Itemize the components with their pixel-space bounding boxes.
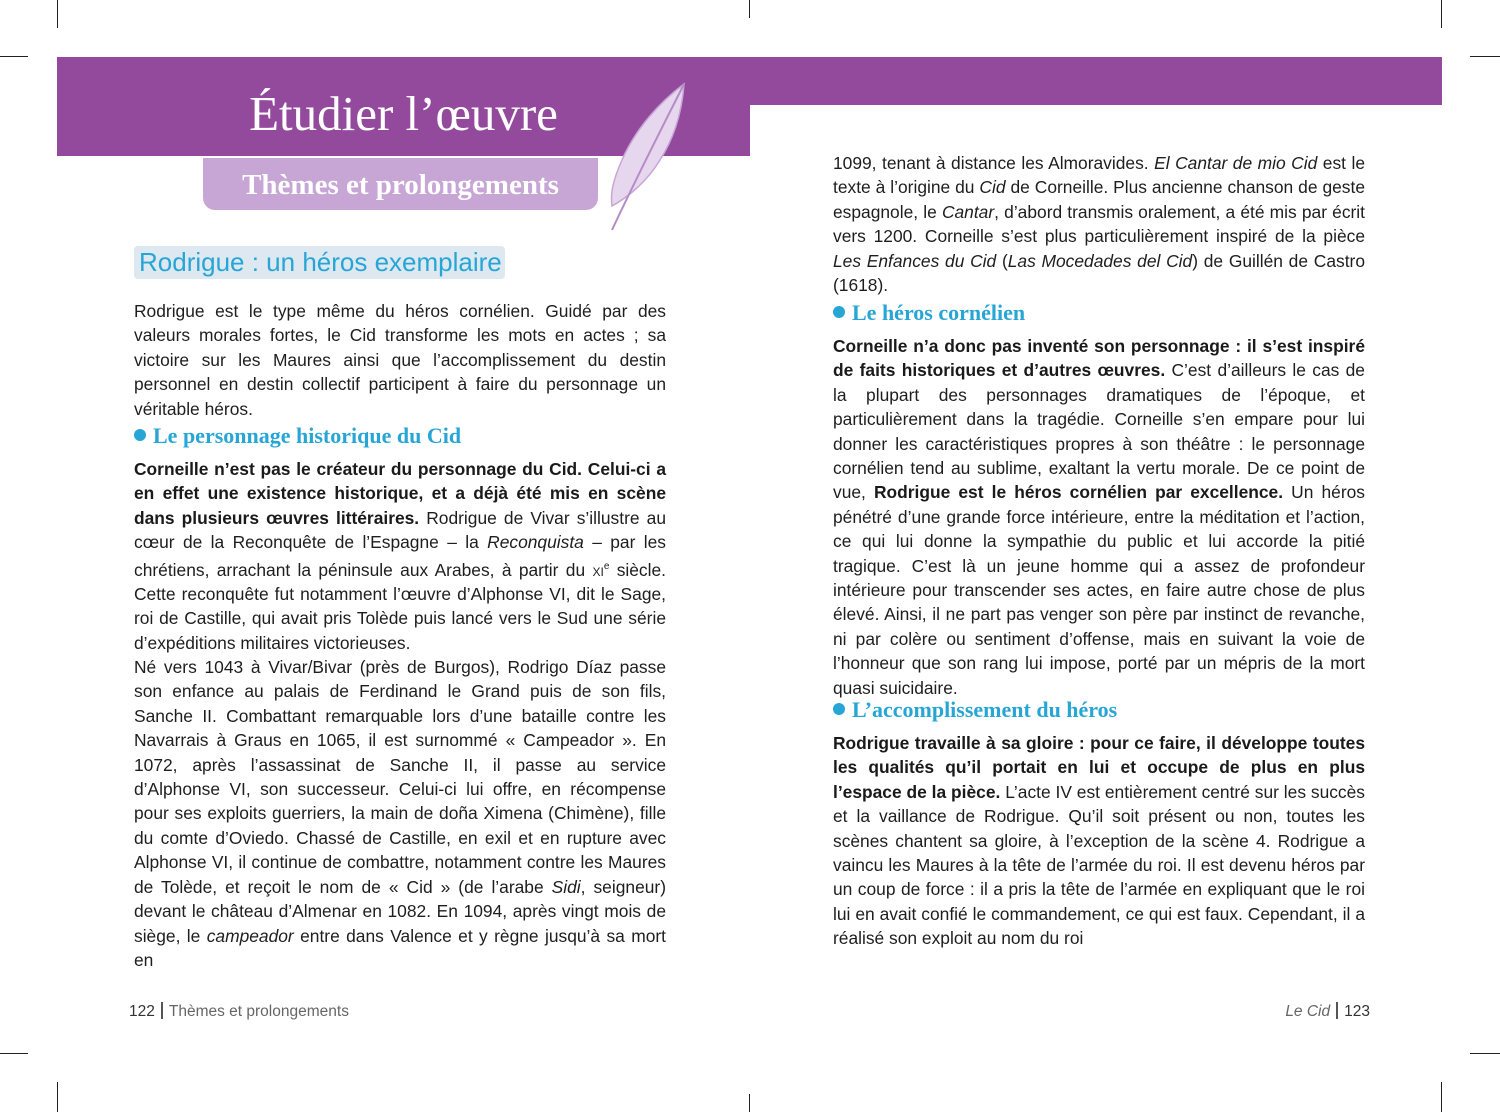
bullet-icon [833,306,845,318]
page-number-left: 122 [129,1003,155,1020]
subheading-heros-cornelien: Le héros cornélien [833,298,1025,328]
subheading-historique: Le personnage historique du Cid [134,421,461,451]
crop-mark [1470,1053,1500,1054]
section-title: Rodrigue : un héros exemplaire [139,247,502,277]
intro-paragraph: Rodrigue est le type même du héros cornélien. Guidé par des valeurs morales fortes, le Cid transforme les mots en actes ; sa victoire sur les Maures ainsi que l’accomplissement du destin personnel en destin collectif participent à faire du personnage un véritable héros. [134,301,666,419]
page-subtitle: Thèmes et prolongements [242,169,559,201]
feather-icon [600,80,695,235]
crop-mark [57,0,58,28]
crop-mark [57,1082,58,1112]
paragraph-heros-cornelien: Corneille n’a donc pas inventé son personnage : il s’est inspiré de faits historiques et d’autres œuvres. C’est d’ailleurs le cas de la plupart des personnages dramatiques de l’époque, et particulièrement dans la tragédie. Corneille s’en empare pour lui donner les caractéristiques propres à son théâtre : le personnage cornélien tend au sublime, exaltant la vertu morale. De ce point de vue, Rodrigue est le héros cornélien par excellence. Un héros pénétré d’une grande force intérieure, entre la méditation et l’action, ce qui lui donne la sympathie du public et lui accorde la pitié tragique. C’est là un jeune homme qui a assez de profondeur intérieure pour transcender ses actes, en faire autre chose de plus élevé. Ainsi, il ne part pas venger son père par instinct de revanche, ni par colère ou sentiment d’offense, mais en suivant la voie de l’honneur que son rang lui impose, porté par un mépris de la mort quasi suicidaire. [833,336,1365,698]
header-band-right [750,57,1442,105]
crop-mark [0,56,28,57]
page-number-right: 123 [1344,1003,1370,1020]
running-title-left: Thèmes et prolongements [168,1003,349,1020]
right-continuation: 1099, tenant à distance les Almoravides. El Cantar de mio Cid est le texte à l’origine du Cid de Corneille. Plus ancienne chanson de geste espagnole, le Cantar, d’abord transmis oralement, a été mis par écrit vers 1200. Corneille s’est plus particulièrement inspiré de la pièce Les Enfances du Cid (Las Mocedades del Cid) de Guillén de Castro (1618). [833,153,1366,296]
crop-mark [1441,1082,1442,1112]
page-title: Étudier l’œuvre [249,86,558,141]
paragraph-historique: Corneille n’est pas le créateur du personnage du Cid. Celui-ci a en effet une existence historique, et a déjà été mis en scène dans plusieurs œuvres littéraires. Rodrigue de Vivar s’illustre au cœur de la Reconquête de l’Espagne – la Reconquista – par les chrétiens, arrachant la péninsule aux Arabes, à partir du $xi^e$ siècle. Cette reconquête fut notamment l’œuvre d’Alphonse VI, dit le Sage, roi de Castille, qui avait pris Tolède puis lancé vers le Sud une série d’expéditions militaires victorieuses. [134,459,666,653]
subheading-accomplissement: L’accomplissement du héros [833,695,1117,725]
footer-left [129,1002,349,1022]
paragraph-biographie: Né vers 1043 à Vivar/Bivar (près de Burgos), Rodrigo Díaz passe son enfance au palais de Ferdinand le Grand puis de son fils, Sanche II. Combattant remarquable lors d’une bataille contre les Navarrais à Graus en 1065, il est surnommé « Campeador ». En 1072, après l’assassinat de Sanche II, il passe au service d’Alphonse VI, son successeur. Celui-ci lui offre, en récompense pour ses exploits guerriers, la main de doña Ximena (Chimène), fille du comte d’Oviedo. Chassé de Castille, en exil et en rupture avec Alphonse VI, il continue de combattre, notamment contre les Maures de Tolède, et reçoit le nom de « Cid » (de l’arabe Sidi, seigneur) devant le château d’Almenar en 1082. En 1094, après vingt mois de siège, le campeador entre dans Valence et y règne jusqu’à sa mort en [134,657,667,970]
footer-right [1285,1002,1370,1022]
crop-mark [1441,0,1442,28]
bullet-icon [134,429,146,441]
crop-mark [0,1053,28,1054]
bullet-icon [833,703,845,715]
left-body [134,457,666,972]
crop-mark [1470,56,1500,57]
running-title-right: Le Cid [1285,1003,1331,1020]
crop-mark [749,0,750,18]
paragraph-accomplissement: Rodrigue travaille à sa gloire : pour ce faire, il développe toutes les qualités qu’il portait en lui et occupe de plus en plus l’espace de la pièce. L’acte IV est entièrement centré sur les succès et la vaillance de Rodrigue. Qu’il soit présent ou non, toutes les scènes chantent sa gloire, à l’exception de la scène 4. Rodrigue a vaincu les Maures à la tête de l’armée du roi. Il est devenu héros par un coup de force : il a pris la tête de l’armée en expliquant que le roi lui en avait confié le commandement, ce qui est faux. Cependant, il a réalisé son exploit au nom du roi [833,733,1365,949]
crop-mark [749,1094,750,1112]
